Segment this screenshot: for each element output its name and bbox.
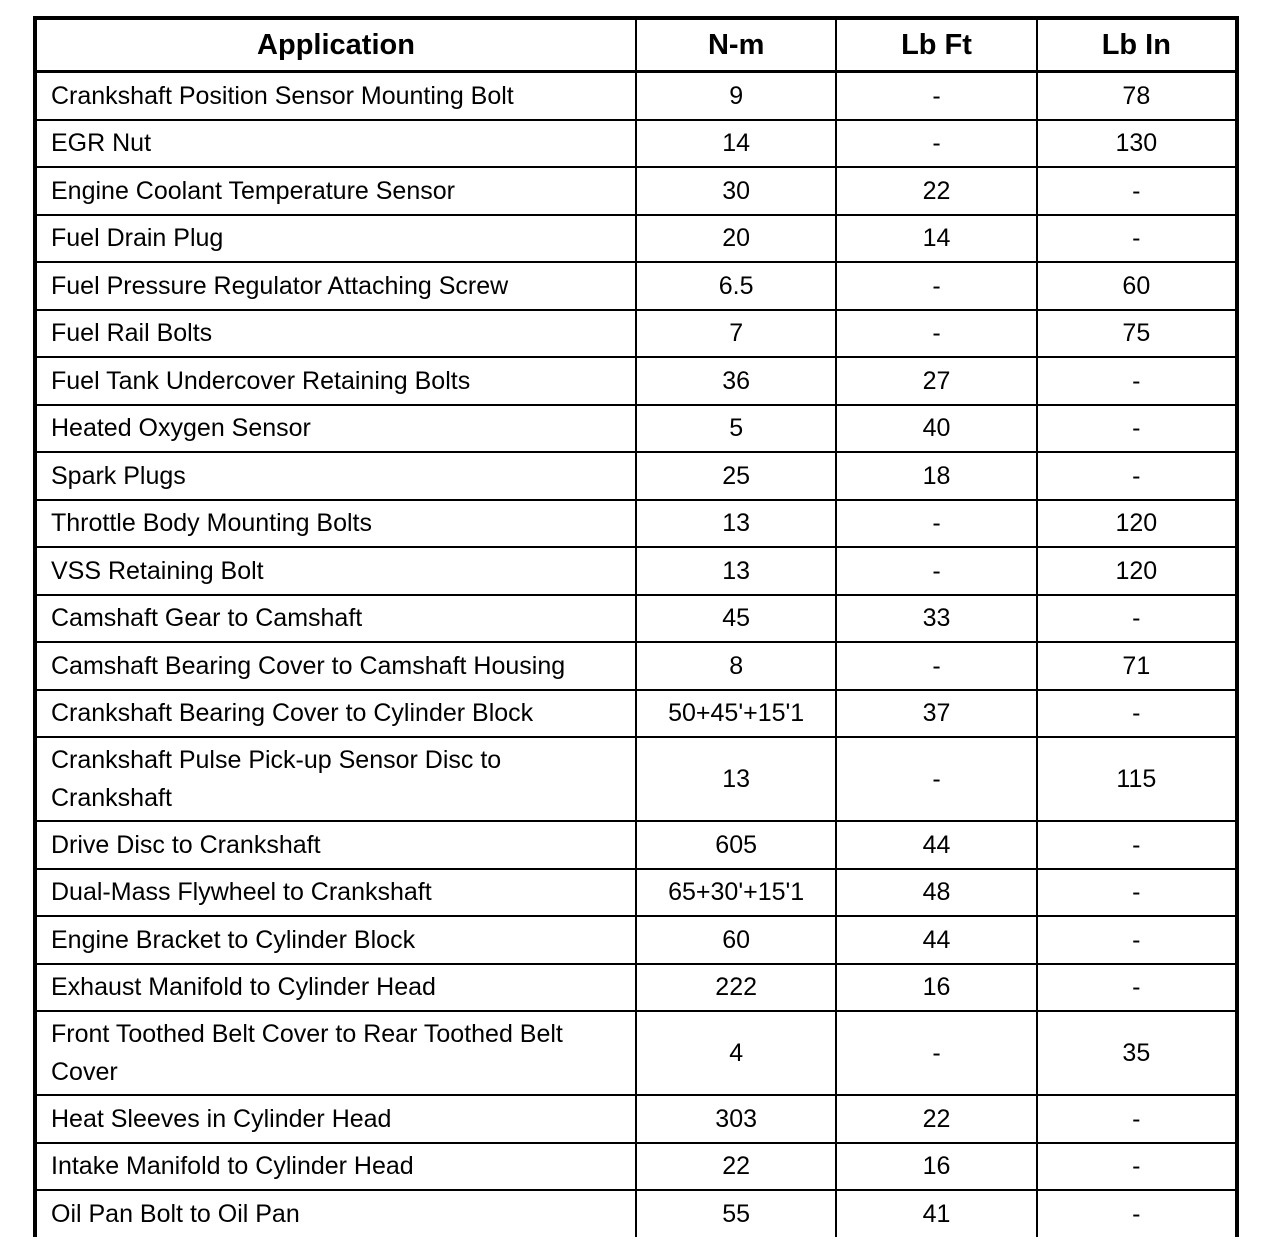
table-row [35,500,1237,548]
cell-lbft: 37 [836,690,1036,738]
cell-application: Dual-Mass Flywheel to Crankshaft [35,869,636,917]
cell-lbft: 40 [836,405,1036,453]
header-nm: N-m [636,18,836,72]
cell-lbft: - [836,310,1036,358]
cell-lbft: - [836,642,1036,690]
table-row [35,547,1237,595]
cell-lbft: - [836,737,1036,821]
cell-application: Spark Plugs [35,452,636,500]
cell-application: Fuel Drain Plug [35,215,636,263]
cell-lbft: - [836,262,1036,310]
cell-lbft: 33 [836,595,1036,643]
cell-application: Engine Bracket to Cylinder Block [35,916,636,964]
table-row [35,821,1237,869]
header-lbft: Lb Ft [836,18,1036,72]
table-row [35,1143,1237,1191]
cell-application: Crankshaft Position Sensor Mounting Bolt [35,72,636,120]
cell-application: Camshaft Gear to Camshaft [35,595,636,643]
cell-nm: 65+30'+15'1 [636,869,836,917]
cell-application: Heated Oxygen Sensor [35,405,636,453]
cell-application: Heat Sleeves in Cylinder Head [35,1095,636,1143]
table-row [35,690,1237,738]
cell-lbin: - [1037,452,1237,500]
cell-lbin: - [1037,357,1237,405]
cell-nm: 13 [636,547,836,595]
cell-lbft: - [836,1011,1036,1095]
cell-application: Drive Disc to Crankshaft [35,821,636,869]
cell-lbin: 71 [1037,642,1237,690]
cell-lbft: 22 [836,1095,1036,1143]
cell-nm: 8 [636,642,836,690]
cell-lbin: - [1037,964,1237,1012]
cell-lbin: 78 [1037,72,1237,120]
cell-lbin: - [1037,1095,1237,1143]
header-lbin: Lb In [1037,18,1237,72]
cell-lbft: - [836,120,1036,168]
table-row [35,916,1237,964]
cell-nm: 20 [636,215,836,263]
header-application: Application [35,18,636,72]
cell-lbin: - [1037,821,1237,869]
table-row [35,964,1237,1012]
cell-lbin: - [1037,916,1237,964]
cell-lbft: 27 [836,357,1036,405]
cell-lbft: 41 [836,1190,1036,1237]
cell-lbin: - [1037,215,1237,263]
cell-application: Engine Coolant Temperature Sensor [35,167,636,215]
table-row [35,452,1237,500]
cell-nm: 45 [636,595,836,643]
cell-application: Crankshaft Bearing Cover to Cylinder Block [35,690,636,738]
cell-lbft: 22 [836,167,1036,215]
cell-nm: 7 [636,310,836,358]
cell-lbft: 44 [836,821,1036,869]
table-row [35,1011,1237,1095]
cell-lbft: 18 [836,452,1036,500]
table-row [35,215,1237,263]
table-row [35,120,1237,168]
cell-nm: 60 [636,916,836,964]
table-row [35,1095,1237,1143]
cell-lbin: 35 [1037,1011,1237,1095]
cell-application: Fuel Pressure Regulator Attaching Screw [35,262,636,310]
cell-nm: 13 [636,737,836,821]
cell-lbin: 130 [1037,120,1237,168]
cell-lbft: - [836,500,1036,548]
cell-nm: 13 [636,500,836,548]
header-row [35,18,1237,72]
cell-nm: 50+45'+15'1 [636,690,836,738]
table-row [35,405,1237,453]
cell-application: Camshaft Bearing Cover to Camshaft Housing [35,642,636,690]
cell-nm: 25 [636,452,836,500]
cell-lbin: - [1037,167,1237,215]
cell-lbin: - [1037,595,1237,643]
cell-lbin: - [1037,690,1237,738]
cell-nm: 36 [636,357,836,405]
cell-lbin: - [1037,869,1237,917]
cell-nm: 55 [636,1190,836,1237]
table-row [35,737,1237,821]
cell-lbin: - [1037,1143,1237,1191]
cell-application: EGR Nut [35,120,636,168]
cell-nm: 5 [636,405,836,453]
table-row [35,72,1237,120]
cell-nm: 4 [636,1011,836,1095]
cell-lbin: - [1037,405,1237,453]
cell-lbin: 60 [1037,262,1237,310]
cell-nm: 222 [636,964,836,1012]
cell-nm: 22 [636,1143,836,1191]
cell-lbin: 120 [1037,547,1237,595]
torque-spec-table [33,16,1239,1237]
cell-lbft: 48 [836,869,1036,917]
cell-application: Front Toothed Belt Cover to Rear Toothed Belt Cover [35,1011,636,1095]
cell-application: Throttle Body Mounting Bolts [35,500,636,548]
cell-lbin: - [1037,1190,1237,1237]
cell-lbft: 16 [836,964,1036,1012]
cell-lbft: - [836,547,1036,595]
cell-nm: 6.5 [636,262,836,310]
cell-nm: 9 [636,72,836,120]
cell-lbft: 44 [836,916,1036,964]
cell-lbin: 120 [1037,500,1237,548]
cell-nm: 30 [636,167,836,215]
table-row [35,869,1237,917]
table-row [35,310,1237,358]
cell-lbft: 16 [836,1143,1036,1191]
cell-nm: 303 [636,1095,836,1143]
cell-lbft: 14 [836,215,1036,263]
cell-nm: 605 [636,821,836,869]
cell-nm: 14 [636,120,836,168]
cell-application: Fuel Rail Bolts [35,310,636,358]
table-row [35,1190,1237,1237]
table-row [35,262,1237,310]
cell-application: Exhaust Manifold to Cylinder Head [35,964,636,1012]
cell-lbin: 75 [1037,310,1237,358]
table-row [35,642,1237,690]
table-row [35,595,1237,643]
cell-lbin: 115 [1037,737,1237,821]
cell-lbft: - [836,72,1036,120]
cell-application: Oil Pan Bolt to Oil Pan [35,1190,636,1237]
cell-application: Fuel Tank Undercover Retaining Bolts [35,357,636,405]
table-row [35,167,1237,215]
cell-application: Crankshaft Pulse Pick-up Sensor Disc to Crankshaft [35,737,636,821]
table-row [35,357,1237,405]
cell-application: VSS Retaining Bolt [35,547,636,595]
cell-application: Intake Manifold to Cylinder Head [35,1143,636,1191]
